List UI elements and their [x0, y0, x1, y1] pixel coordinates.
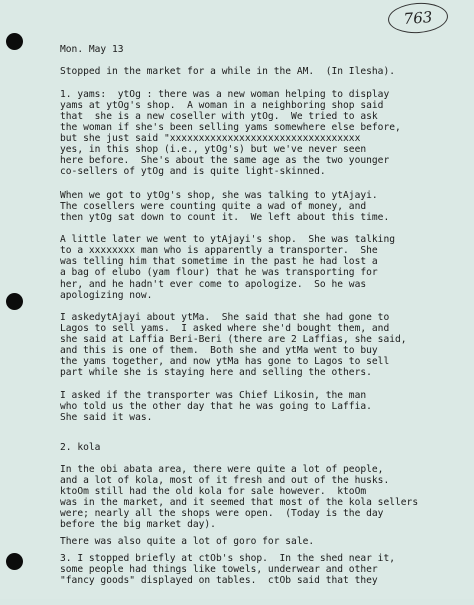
- text-line: was in the market, and it seemed that most of the kola sellers: [60, 497, 419, 509]
- page-number-stamp: 763: [387, 1, 449, 35]
- punch-hole: [6, 33, 23, 50]
- text-line: There was also quite a lot of goro for sale.: [60, 536, 315, 548]
- text-line: In the obi abata area, there were quite a lot of people,: [60, 463, 384, 475]
- text-line: I askedytAjayi about ytMa. She said that she had gone to: [60, 311, 390, 323]
- text-line: a bag of elubo (yam flour) that he was transporting for: [60, 267, 378, 279]
- text-line: was telling him that sometime in the past he had lost a: [60, 256, 378, 268]
- text-line: co-sellers of ytOg and is quite light-skinned.: [60, 166, 326, 178]
- text-line: ktoOm still had the old kola for sale however. ktoOm: [60, 486, 367, 497]
- punch-hole: [6, 553, 23, 570]
- text-line: to a xxxxxxxx man who is apparently a transporter. She: [60, 245, 378, 257]
- text-line: apologizing now.: [60, 289, 153, 301]
- text-line: here before. She's about the same age as the two younger: [60, 155, 390, 167]
- text-line: yams at ytOg's shop. A woman in a neighboring shop said: [60, 99, 384, 111]
- section-heading: 2. kola: [60, 441, 101, 453]
- text-line: the woman if she's been selling yams somewhere else before,: [60, 121, 401, 133]
- text-line: The cosellers were counting quite a wad of money, and: [60, 200, 367, 212]
- typed-notes: [60, 0, 460, 605]
- text-line: A little later we went to ytAjayi's shop. She was talking: [60, 234, 396, 245]
- text-line: some people had things like towels, underwear and other: [60, 563, 378, 575]
- text-line: "fancy goods" displayed on tables. ctOb said that they: [60, 575, 378, 586]
- text-line: 1. yams: ytOg : there was a new woman helping to display: [60, 88, 390, 100]
- text-line: Mon. May 13: [60, 44, 124, 55]
- text-line: she said at Laffia Beri-Beri (there are 2 Laffias, she said,: [60, 334, 407, 346]
- text-line: When we got to ytOg's shop, she was talking to ytAjayi.: [60, 189, 378, 201]
- text-line: She said it was.: [60, 411, 153, 423]
- text-line: 3. I stopped briefly at ctOb's shop. In the shed near it,: [60, 552, 396, 564]
- text-line: I asked if the transporter was Chief Likosin, the man: [60, 389, 367, 401]
- text-line: that she is a new coseller with ytOg. We tried to ask: [60, 110, 378, 122]
- text-line: and this is one of them. Both she and ytMa went to buy: [60, 345, 378, 357]
- text-line: but she just said "xxxxxxxxxxxxxxxxxxxxxxxxxxxxxxxxx: [60, 133, 361, 144]
- text-line: were; nearly all the shops were open. (Today is the day: [60, 508, 384, 520]
- text-line: her, and he hadn't ever come to apologize. So he was: [60, 278, 367, 290]
- punch-hole: [6, 293, 23, 310]
- text-line: Lagos to sell yams. I asked where she'd bought them, and: [60, 322, 390, 334]
- text-line: who told us the other day that he was going to Laffia.: [60, 400, 372, 412]
- text-line: yes, in this shop (i.e., ytOg's) but we've never seen: [60, 144, 367, 156]
- text-line: and a lot of kola, most of it fresh and out of the husks.: [60, 474, 390, 486]
- text-line: Stopped in the market for a while in the AM. (In Ilesha).: [60, 66, 396, 78]
- text-line: part while she is staying here and selling the others.: [60, 367, 372, 379]
- text-line: then ytOg sat down to count it. We left about this time.: [60, 211, 390, 223]
- text-line: the yams together, and now ytMa has gone to Lagos to sell: [60, 356, 390, 368]
- text-line: before the big market day).: [60, 519, 216, 531]
